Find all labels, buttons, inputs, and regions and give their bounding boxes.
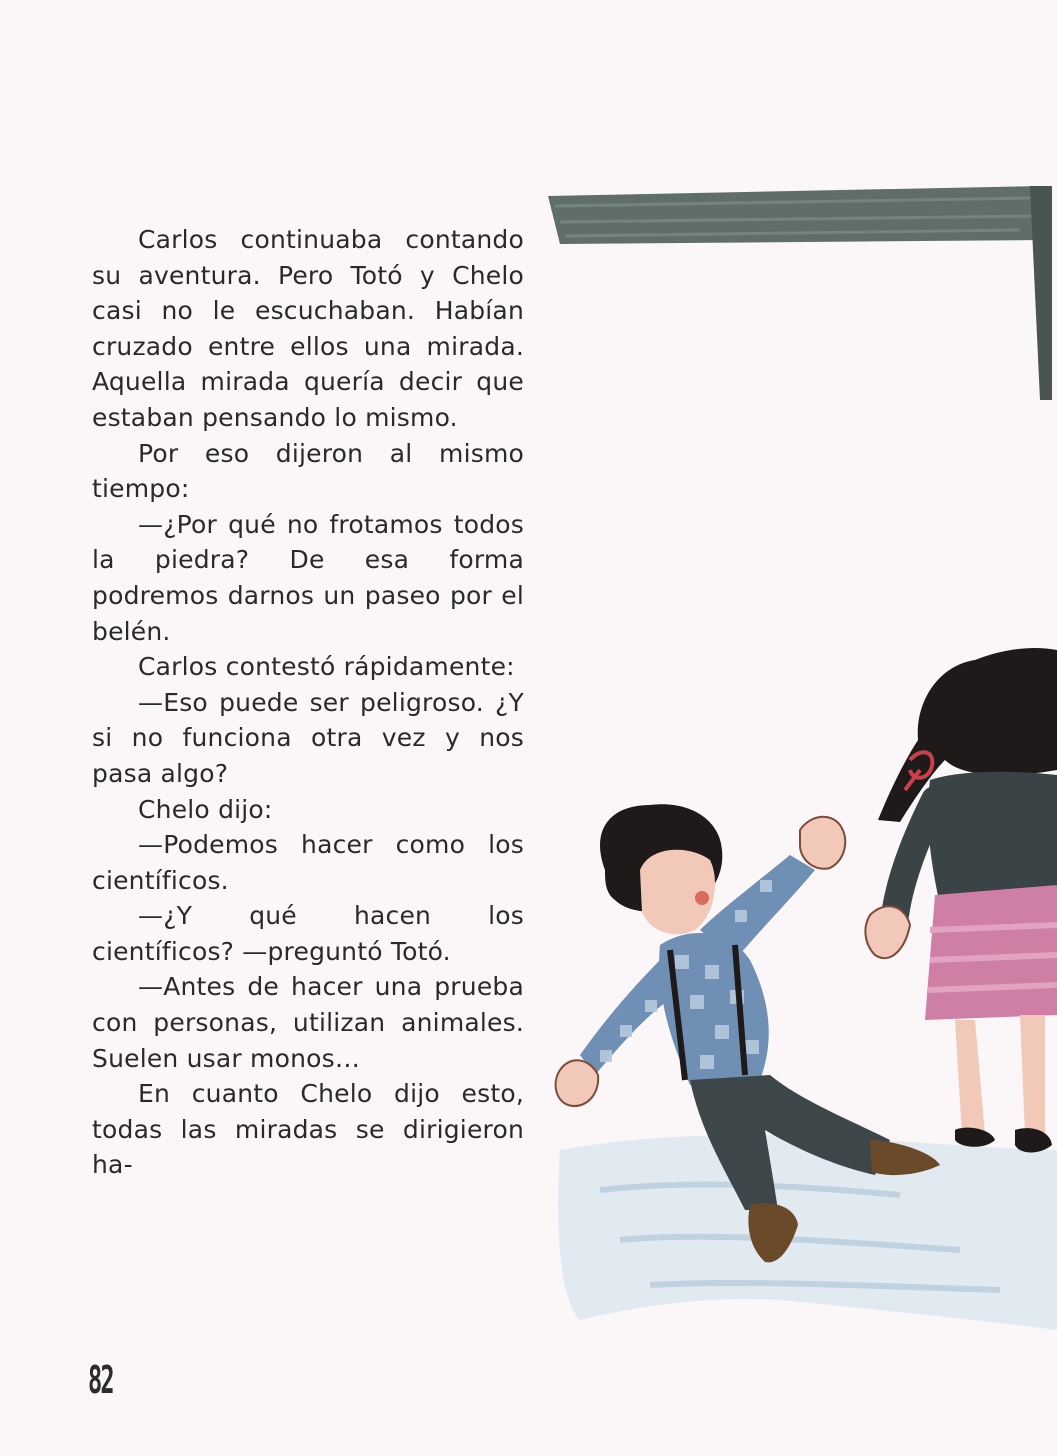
paragraph: —Eso puede ser peligroso. ¿Y si no funciona otra vez y nos pasa algo? [92,687,524,788]
paragraph: En cuanto Chelo dijo esto, todas las miradas se dirigieron ha- [92,1079,524,1180]
page-number: 82 [88,1358,113,1402]
paragraph: Chelo dijo: [138,794,273,824]
girl-with-pigtail-icon [865,648,1057,1152]
paragraph: Carlos continuaba contando su aventura. Pero Totó y Chelo casi no le escuchaban. Habían cruzado entre ellos una mirada. Aquella mirada quería decir que estaban pensando lo mismo. [92,225,524,432]
wooden-beam-icon [548,186,1052,400]
paragraph: Por eso dijeron al mismo tiempo: [92,438,524,504]
snowy-ground-icon [558,1135,1057,1330]
boy-in-checkered-shirt-icon [556,804,940,1262]
paragraph: —¿Y qué hacen los científicos? —preguntó Totó. [92,901,524,966]
paragraph: Carlos contestó rápidamente: [138,652,515,682]
paragraph: —Podemos hacer como los científicos. [92,830,524,895]
paragraph: —¿Por qué no frotamos todos la piedra? De esa forma podremos darnos un paseo por el belén. [92,509,524,646]
story-text [92,222,524,1183]
paragraph: —Antes de hacer una prueba con personas, utilizan animales. Suelen usar monos… [92,972,524,1073]
